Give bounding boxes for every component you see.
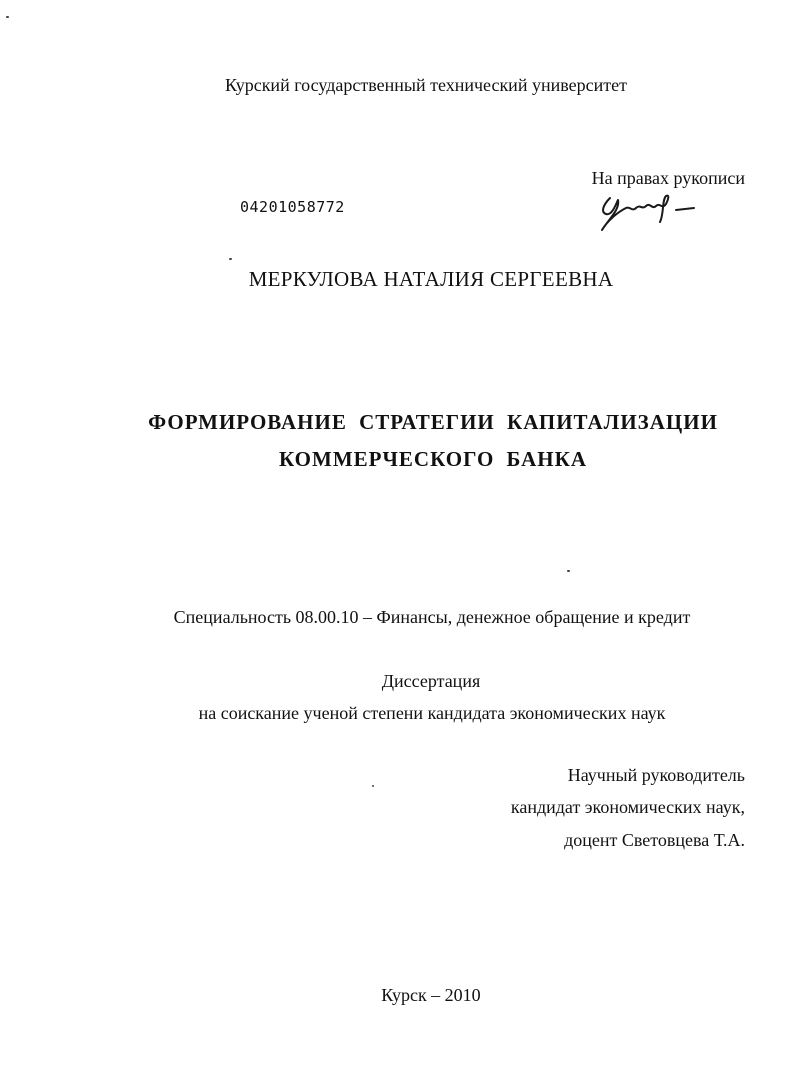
scan-speck [372, 785, 374, 787]
dissertation-purpose: на соискание ученой степени кандидата экономических наук [198, 703, 666, 723]
university-name: Курский государственный технический университет [225, 75, 627, 95]
scan-speck [229, 258, 232, 260]
specialty: Специальность 08.00.10 – Финансы, денежное обращение и кредит [173, 607, 691, 627]
scan-speck [6, 16, 9, 18]
dissertation-label: Диссертация [381, 671, 481, 691]
author-name: МЕРКУЛОВА НАТАЛИЯ СЕРГЕЕВНА [248, 267, 614, 291]
catalog-number: 04201058772 [240, 198, 345, 216]
dissertation-title-line-2: КОММЕРЧЕСКОГО БАНКА [278, 447, 588, 471]
dissertation-title-line-1: ФОРМИРОВАНИЕ СТРАТЕГИИ КАПИТАЛИЗАЦИИ [148, 410, 718, 434]
manuscript-note: На правах рукописи [591, 168, 745, 188]
city-year: Курск – 2010 [381, 985, 481, 1005]
supervisor-degree: кандидат экономических наук, [510, 797, 745, 817]
scan-speck [567, 570, 570, 572]
supervisor-name: доцент Световцева Т.А. [564, 830, 745, 850]
author-signature [596, 190, 706, 236]
supervisor-role: Научный руководитель [567, 765, 745, 785]
